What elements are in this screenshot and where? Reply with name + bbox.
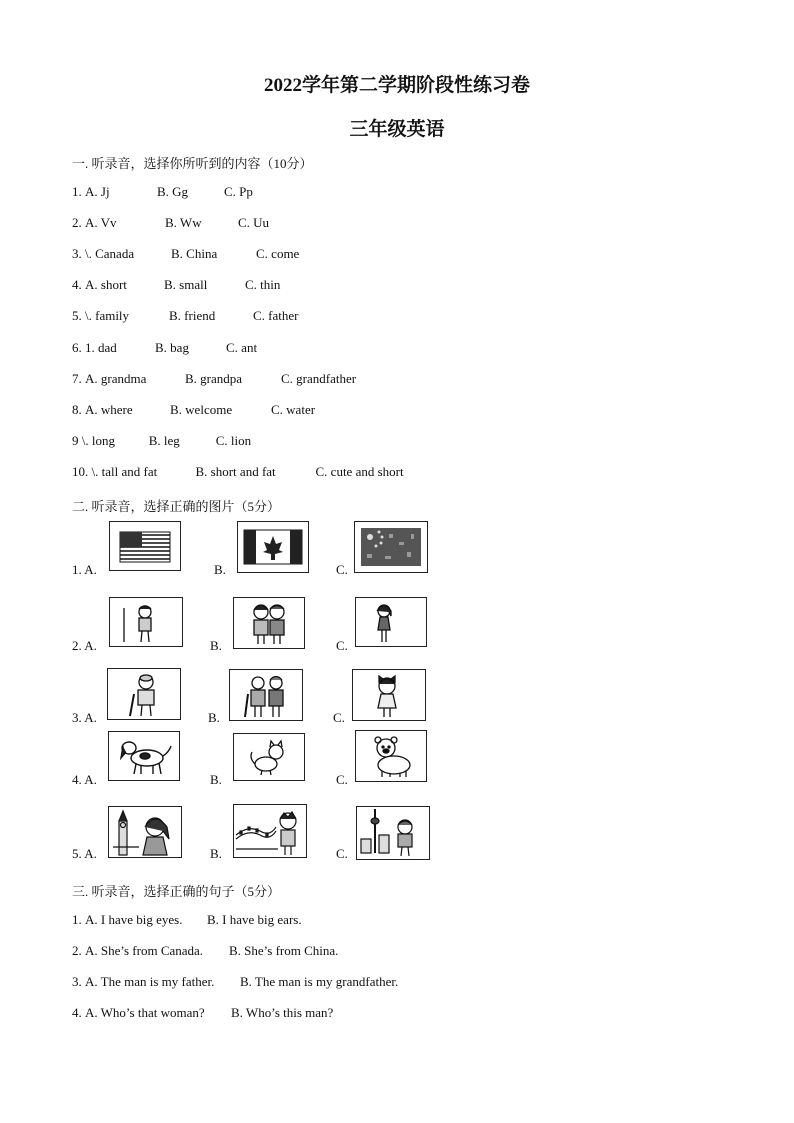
bear-icon (355, 730, 427, 782)
part1-item: 3. \. Canada B. China C. come (72, 246, 300, 261)
part1-item: 8. A. where B. welcome C. water (72, 402, 316, 417)
grandparents-icon (229, 669, 303, 721)
us-flag-icon (109, 521, 181, 571)
big-ben-girl-icon (108, 806, 182, 858)
part1-item: 10. \. tall and fat B. short and fat C. cute and short (72, 464, 404, 479)
part1-heading: 一. 听录音，选择你所听到的内容（10分） (72, 156, 313, 171)
boy-icon (109, 597, 183, 647)
part1-item: 5. \. family B. friend C. father (72, 308, 299, 323)
page-subtitle: 三年级英语 (349, 119, 445, 140)
part1-item: 7. A. grandma B. grandpa C. grandfather (72, 371, 357, 386)
cn-tower-kid-icon (356, 806, 430, 860)
china-flag-icon (354, 521, 428, 573)
dog-icon (108, 731, 180, 781)
page-title: 2022学年第二学期阶段性练习卷 (263, 75, 530, 96)
picture-question-row: 5. A. B. C. (72, 802, 452, 862)
part3-heading: 三. 听录音，选择正确的句子（5分） (72, 884, 281, 899)
girl-bow-icon (352, 669, 426, 721)
picture-question-row: 1. A. B. C. (72, 518, 452, 578)
part1-item: 1. A. Jj B. Gg C. Pp (72, 184, 253, 199)
part3-item: 2. A. She’s from Canada. B. She’s from China. (72, 943, 339, 958)
part1-item: 6. 1. dad B. bag C. ant (72, 340, 258, 355)
cat-icon (233, 733, 305, 781)
picture-question-row: 3. A. B. C. (72, 666, 452, 726)
part3-item: 3. A. The man is my father. B. The man is my grandfather. (72, 974, 399, 989)
great-wall-boy-icon (233, 804, 307, 858)
part3-item: 4. A. Who’s that woman? B. Who’s this man? (72, 1005, 334, 1020)
picture-question-row: 4. A. B. C. (72, 728, 452, 788)
canada-flag-icon (237, 521, 309, 573)
part2-heading: 二. 听录音，选择正确的图片（5分） (72, 499, 281, 514)
part3-item: 1. A. I have big eyes. B. I have big ears. (72, 912, 302, 927)
picture-question-row: 2. A. B. C. (72, 594, 452, 654)
grandpa-icon (107, 668, 181, 720)
girl-icon (355, 597, 427, 647)
part1-item: 9 \. long B. leg C. lion (72, 433, 252, 448)
two-kids-icon (233, 597, 305, 649)
part1-item: 4. A. short B. small C. thin (72, 277, 281, 292)
part1-item: 2. A. Vv B. Ww C. Uu (72, 215, 270, 230)
